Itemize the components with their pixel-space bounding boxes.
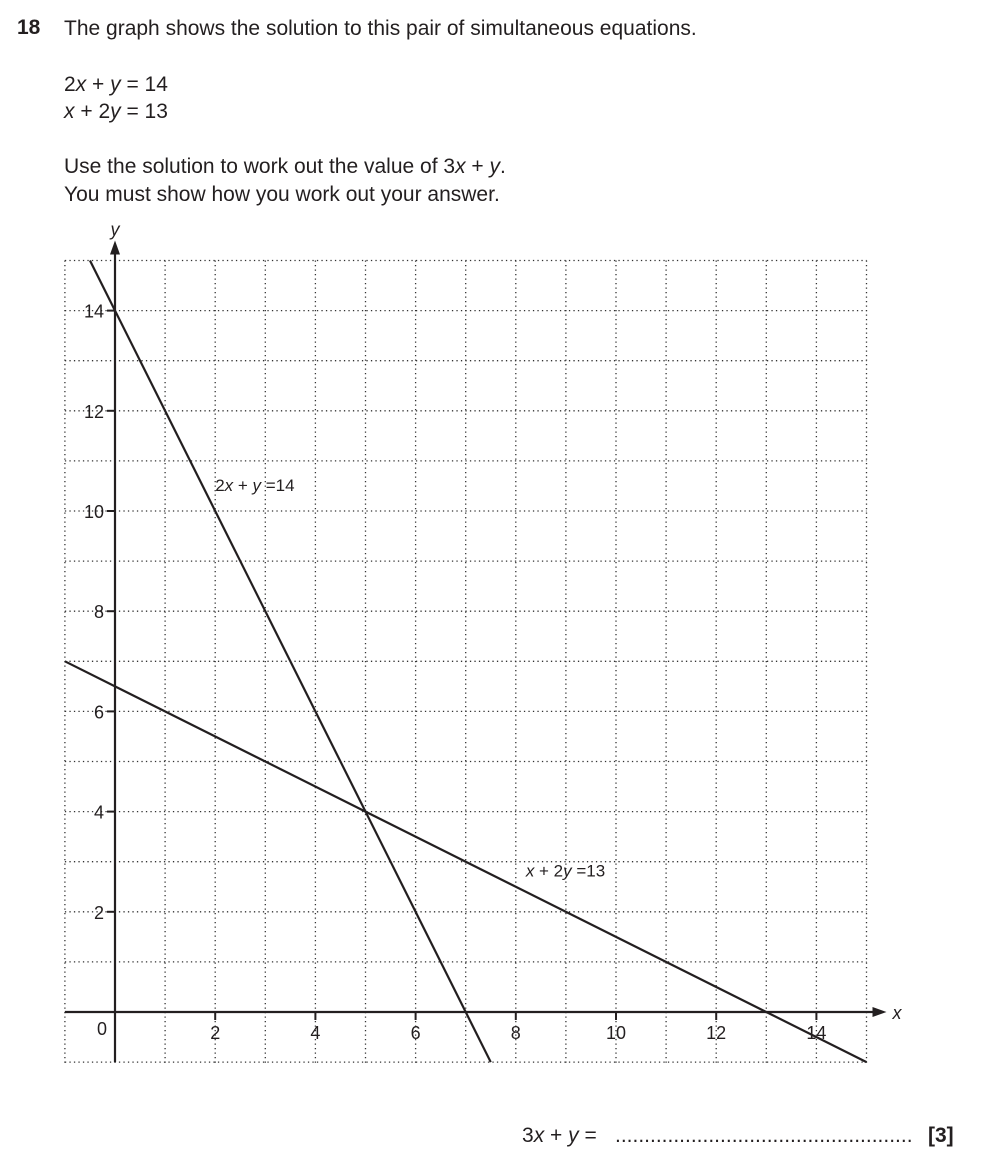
show-working-note: You must show how you work out your answer. bbox=[64, 183, 500, 206]
answer-line[interactable]: ................................................... bbox=[615, 1124, 913, 1147]
svg-text:8: 8 bbox=[93, 602, 104, 623]
instruction: Use the solution to work out the value of 3x + y. bbox=[64, 155, 506, 178]
svg-text:14: 14 bbox=[83, 301, 104, 322]
svg-text:10: 10 bbox=[605, 1023, 627, 1043]
grid-lines bbox=[65, 261, 867, 1064]
svg-text:10: 10 bbox=[83, 502, 104, 522]
equation-1: 2x + y = 14 bbox=[64, 73, 168, 96]
svg-text:0: 0 bbox=[96, 1019, 108, 1039]
axis-labels bbox=[84, 220, 903, 1044]
svg-text:x: x bbox=[892, 1003, 902, 1023]
svg-text:6: 6 bbox=[410, 1023, 421, 1043]
axes bbox=[65, 241, 887, 1063]
svg-text:2x + y =14: 2x + y =14 bbox=[215, 475, 295, 495]
svg-text:12: 12 bbox=[706, 1023, 727, 1043]
svg-text:12: 12 bbox=[83, 401, 104, 422]
marks: [3] bbox=[928, 1124, 954, 1147]
question-intro: The graph shows the solution to this pair of simultaneous equations. bbox=[64, 17, 697, 40]
question-number: 18 bbox=[17, 16, 41, 39]
answer-label: 3x + y = bbox=[522, 1124, 597, 1147]
svg-text:y: y bbox=[110, 219, 120, 240]
svg-text:14: 14 bbox=[806, 1023, 827, 1043]
svg-text:6: 6 bbox=[93, 702, 104, 723]
svg-text:2: 2 bbox=[210, 1023, 221, 1043]
equation-2: x + 2y = 13 bbox=[64, 100, 168, 123]
svg-text:x + 2y =13: x + 2y =13 bbox=[525, 861, 606, 881]
svg-text:4: 4 bbox=[310, 1023, 321, 1043]
svg-text:4: 4 bbox=[93, 802, 104, 823]
svg-text:2: 2 bbox=[93, 902, 104, 923]
svg-text:8: 8 bbox=[510, 1023, 521, 1043]
